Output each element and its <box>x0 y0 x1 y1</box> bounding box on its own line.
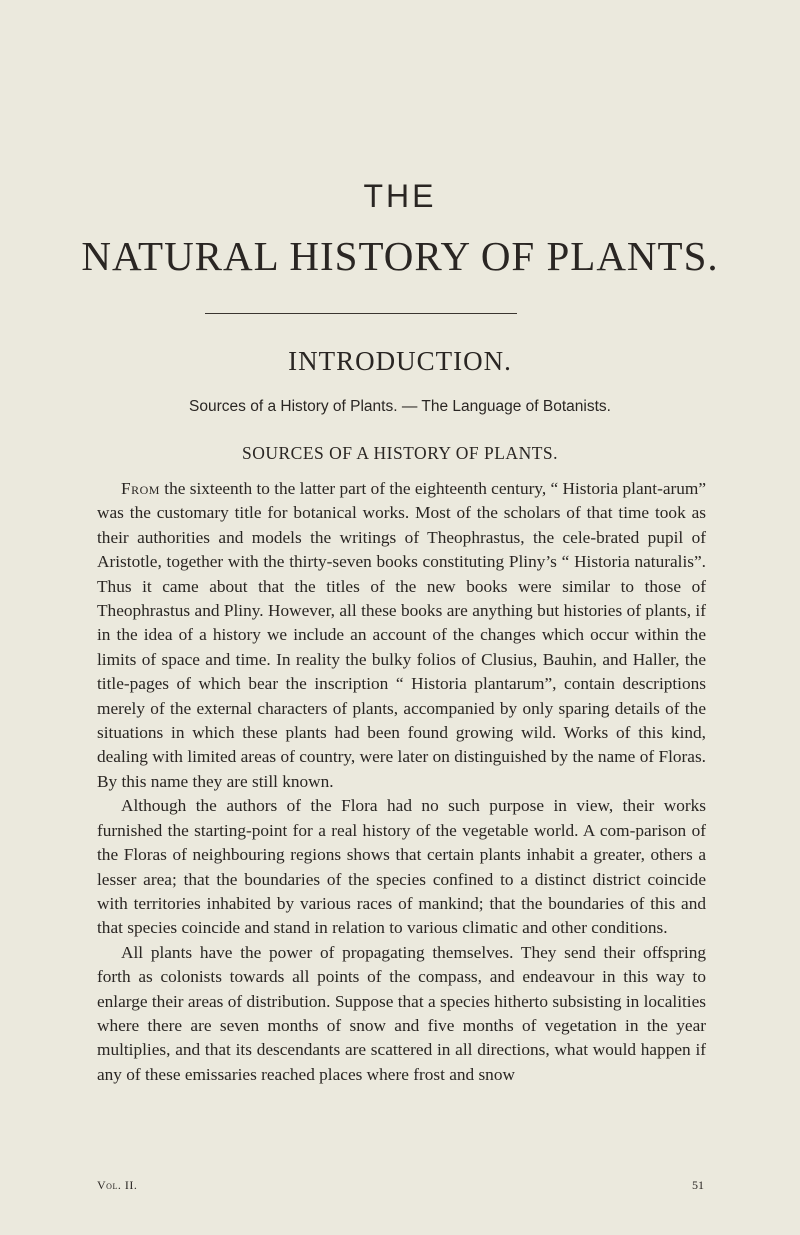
section-title: SOURCES OF A HISTORY OF PLANTS. <box>242 443 558 463</box>
title-rule <box>205 313 517 314</box>
volume-label: Vol. II. <box>97 1178 138 1192</box>
body-text <box>97 477 706 1087</box>
page-footer <box>97 1178 706 1193</box>
signature-mark: 51 <box>692 1178 704 1192</box>
chapter-subheading: Sources of a History of Plants. — The Language of Botanists. <box>189 398 611 415</box>
paragraph-2: Although the authors of the Flora had no such purpose in view, their works furnished the starting-point for a real history of the vegetable world. A com-parison of the Floras of neighbouring regions shows that certain plants inhabit a greater, others a lesser area; that the boundaries of the species confined to a distinct district coincide with territories inhabited by various races of mankind; that the boundaries of this and that species coincide and stand in relation to various climatic and other conditions. <box>97 796 706 938</box>
chapter-heading: INTRODUCTION. <box>288 346 512 376</box>
title-prefix: THE <box>363 178 437 214</box>
book-title: NATURAL HISTORY OF PLANTS. <box>81 233 719 279</box>
paragraph-1 <box>97 477 706 794</box>
paragraph-3: All plants have the power of propagating themselves. They send their offspring forth as colonists towards all points of the compass, and endeavour in this way to enlarge their areas of distribution. Suppose that a species hitherto subsisting in localities where there are seven months of snow and five months of vegetation in the year multiplies, and that its descendants are scattered in all directions, what would happen if any of these emissaries reached places where frost and snow <box>97 942 706 1084</box>
paragraph-1-text: the sixteenth to the latter part of the eighteenth century, “ Historia plant-arum” was the customary title for botanical works. Most of the scholars of that time took as their authorities and models the writings of Theophrastus, the cele-brated pupil of Aristotle, together with the thirty-seven books constituting Pliny’s “ Historia naturalis”. Thus it came about that the titles of the new books were similar to those of Theophrastus and Pliny. However, all these books are anything but histories of plants, if in the idea of a history we include an account of the changes which occur within the limits of space and time. In reality the bulky folios of Clusius, Bauhin, and Haller, the title-pages of which bear the inscription “ Historia plantarum”, contain descriptions merely of the external characters of plants, accompanied by only sparing details of the situations in which these plants had been found growing wild. Works of this kind, dealing with limited areas of country, were later on distinguished by the name of Floras. By this name they are still known. <box>97 479 706 791</box>
paragraph-1-initial-word: From <box>121 479 160 498</box>
